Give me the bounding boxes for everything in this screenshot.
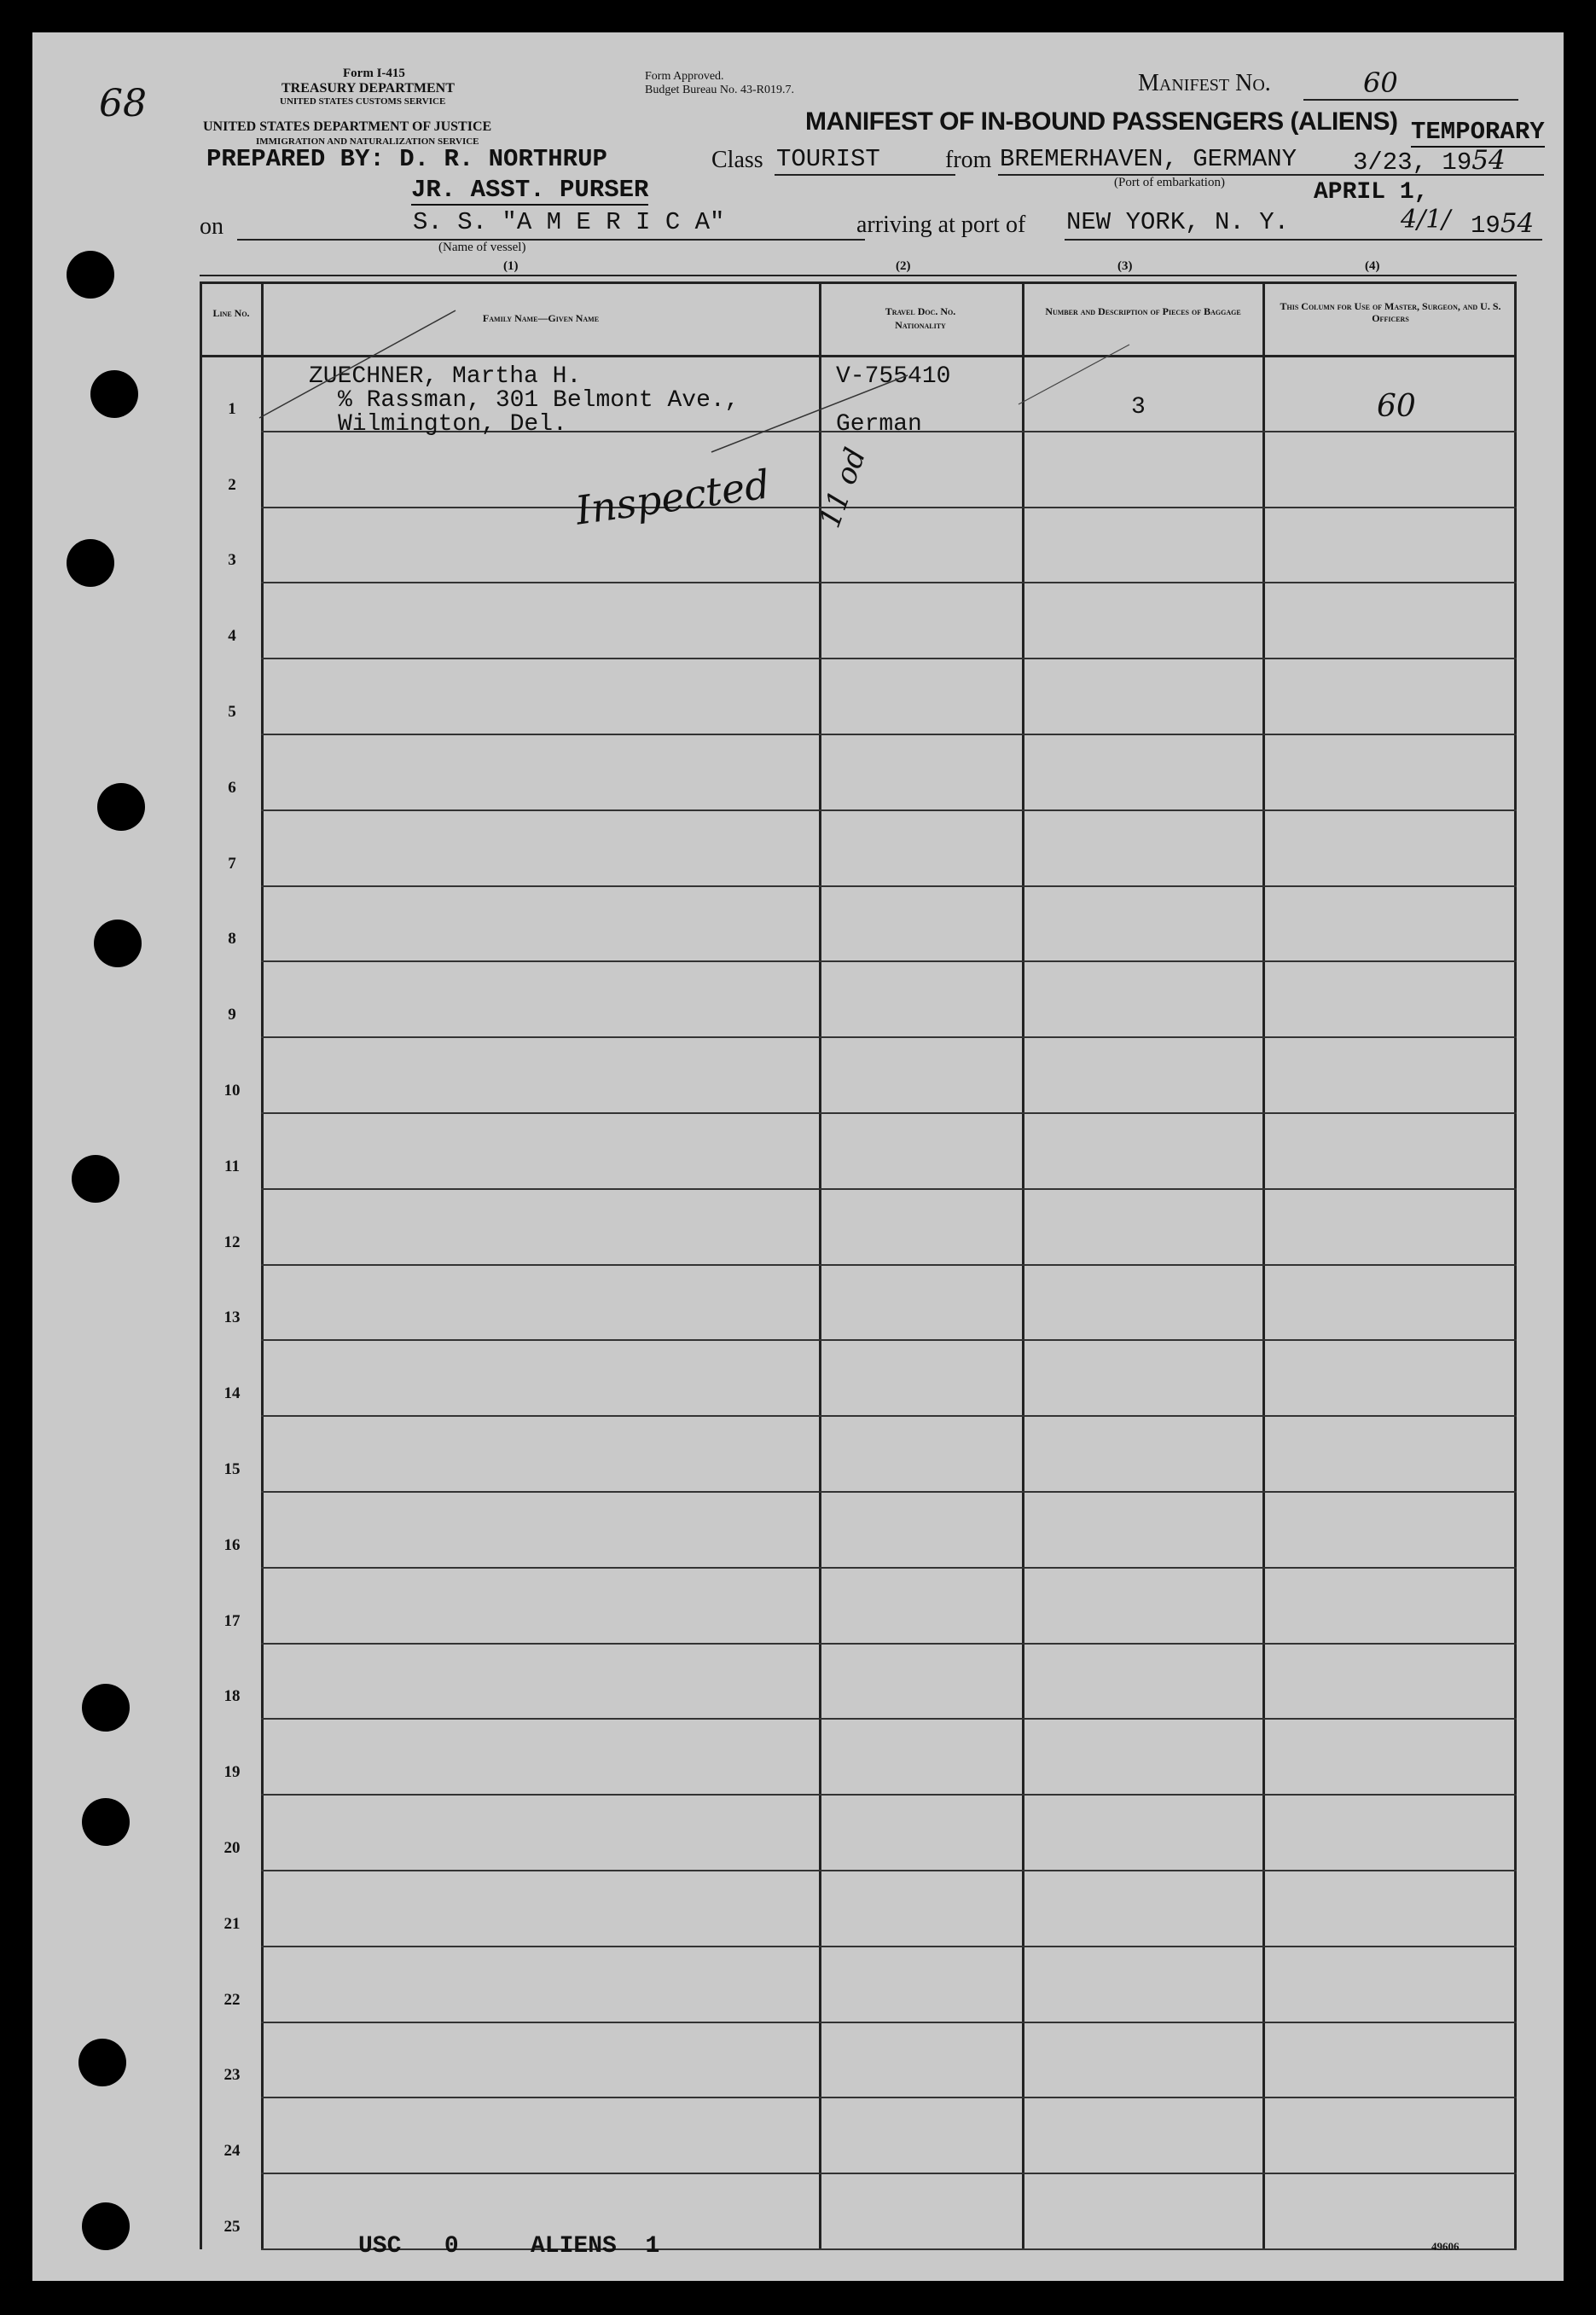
row-line bbox=[261, 1794, 1517, 1796]
manifest-status: TEMPORARY bbox=[1411, 118, 1545, 146]
punch-hole bbox=[67, 539, 114, 587]
prepared-by: PREPARED BY: D. R. NORTHRUP bbox=[206, 145, 607, 173]
arriving-port: NEW YORK, N. Y. bbox=[1066, 208, 1290, 236]
baggage-count: 3 bbox=[1131, 394, 1146, 421]
class-value: TOURIST bbox=[776, 145, 880, 173]
row-line bbox=[261, 1491, 1517, 1493]
line-number: 23 bbox=[223, 2066, 241, 2084]
arriving-line bbox=[1065, 239, 1542, 241]
row-line bbox=[261, 734, 1517, 735]
arrival-year-value: 54 bbox=[1500, 208, 1535, 239]
justice-dept: UNITED STATES DEPARTMENT OF JUSTICE bbox=[203, 119, 492, 134]
row-line bbox=[261, 2173, 1517, 2174]
row-line bbox=[261, 1718, 1517, 1720]
row-line bbox=[261, 1946, 1517, 1947]
pen-strokes bbox=[200, 281, 1517, 537]
line-number: 21 bbox=[223, 1915, 241, 1933]
form-number: Form I-415 bbox=[343, 67, 405, 80]
vessel-caption: (Name of vessel) bbox=[438, 241, 526, 254]
line-number: 10 bbox=[223, 1082, 241, 1099]
from-line bbox=[998, 174, 1544, 176]
usc-value: 0 bbox=[444, 2233, 459, 2260]
officer-mark: 60 bbox=[1377, 389, 1416, 424]
punch-hole bbox=[82, 1798, 130, 1846]
budget-bureau: Budget Bureau No. 43-R019.7. bbox=[645, 84, 794, 96]
arrival-date-typed: APRIL 1, bbox=[1314, 179, 1429, 206]
row-line bbox=[261, 1112, 1517, 1114]
header-officers: This Column for Use of Master, Surgeon, and U. S. Officers bbox=[1280, 300, 1501, 324]
header-nationality: Nationality bbox=[895, 319, 946, 331]
inspection-signature: Inspected bbox=[572, 461, 773, 534]
arriving-label: arriving at port of bbox=[856, 212, 1026, 238]
class-label: Class bbox=[711, 147, 763, 173]
row-line bbox=[261, 1870, 1517, 1871]
arrival-year bbox=[1471, 208, 1534, 240]
line-number: 1 bbox=[228, 400, 236, 418]
line-number: 2 bbox=[228, 476, 236, 494]
from-year: 54 bbox=[1471, 145, 1506, 176]
header-line-no: Line No. bbox=[212, 307, 250, 319]
line-number: 4 bbox=[228, 627, 236, 645]
row-line bbox=[261, 658, 1517, 659]
row-line bbox=[261, 809, 1517, 811]
line-number: 13 bbox=[223, 1308, 241, 1326]
from-port: BREMERHAVEN, GERMANY bbox=[1000, 145, 1297, 173]
line-number: 5 bbox=[228, 703, 236, 721]
line-number: 19 bbox=[223, 1763, 241, 1781]
from-label: from bbox=[945, 147, 992, 173]
from-date bbox=[1353, 145, 1506, 177]
table-border-left bbox=[200, 281, 202, 2249]
usc-label: USC bbox=[358, 2233, 402, 2260]
vessel-name: S. S. "A M E R I C A" bbox=[413, 208, 725, 236]
row-line bbox=[261, 1188, 1517, 1190]
row-line bbox=[261, 2097, 1517, 2098]
line-number: 25 bbox=[223, 2218, 241, 2236]
line-number: 9 bbox=[228, 1006, 236, 1024]
row-line bbox=[261, 1036, 1517, 1038]
header-baggage: Number and Description of Pieces of Baggage bbox=[1045, 305, 1241, 317]
aliens-value: 1 bbox=[645, 2233, 660, 2260]
customs-service: UNITED STATES CUSTOMS SERVICE bbox=[280, 96, 446, 107]
row-line bbox=[261, 1415, 1517, 1417]
line-number: 11 bbox=[224, 1158, 240, 1175]
punch-hole bbox=[97, 783, 145, 831]
vessel-line bbox=[237, 239, 865, 241]
on-label: on bbox=[200, 213, 223, 240]
line-number: 17 bbox=[223, 1612, 241, 1630]
immigration-service: IMMIGRATION AND NATURALIZATION SERVICE bbox=[256, 136, 479, 147]
footer-aliens bbox=[531, 2233, 659, 2260]
row-line bbox=[261, 885, 1517, 887]
manifest-number-value: 60 bbox=[1363, 67, 1398, 99]
manifest-number-label: Manifest No. bbox=[1138, 70, 1271, 96]
edition-code: 49606 bbox=[1431, 2240, 1460, 2253]
row-line bbox=[261, 1339, 1517, 1341]
form-approved: Form Approved. bbox=[645, 70, 724, 83]
line-number: 22 bbox=[223, 1991, 241, 2009]
line-number: 7 bbox=[228, 855, 236, 873]
row-line bbox=[261, 2022, 1517, 2023]
manifest-number-line bbox=[1303, 99, 1518, 101]
from-date-text: 3/23, 19 bbox=[1353, 148, 1472, 177]
arrival-date-handwritten: 4/1/ bbox=[1401, 205, 1451, 235]
punch-hole bbox=[78, 2039, 126, 2086]
treasury-dept: TREASURY DEPARTMENT bbox=[281, 81, 455, 96]
punch-hole bbox=[67, 251, 114, 299]
line-number: 3 bbox=[228, 551, 236, 569]
line-number: 6 bbox=[228, 779, 236, 797]
punch-hole bbox=[94, 920, 142, 967]
punch-hole bbox=[72, 1155, 119, 1203]
footer-usc bbox=[358, 2233, 459, 2260]
line-number: 14 bbox=[223, 1384, 241, 1402]
passenger-address-1: % Rassman, 301 Belmont Ave., bbox=[338, 387, 740, 414]
col-num-1: (1) bbox=[503, 259, 519, 273]
inspection-code: 11 od bbox=[812, 443, 873, 533]
col-num-2: (2) bbox=[896, 259, 911, 273]
header-travel-doc: Travel Doc. No. bbox=[885, 305, 956, 317]
manifest-sheet bbox=[32, 32, 1564, 2281]
travel-doc-number: V-755410 bbox=[836, 363, 951, 390]
row-line bbox=[261, 1264, 1517, 1266]
nationality: German bbox=[836, 411, 922, 438]
punch-hole bbox=[82, 1684, 130, 1732]
prepared-role: JR. ASST. PURSER bbox=[411, 176, 649, 204]
col-num-3: (3) bbox=[1117, 259, 1133, 273]
arrival-year-prefix: 19 bbox=[1471, 212, 1500, 240]
row-line bbox=[261, 960, 1517, 962]
punch-hole bbox=[82, 2202, 130, 2250]
line-number: 20 bbox=[223, 1839, 241, 1857]
col-num-4: (4) bbox=[1365, 259, 1380, 273]
punch-hole bbox=[90, 370, 138, 418]
row-line bbox=[261, 1567, 1517, 1569]
passenger-address-2: Wilmington, Del. bbox=[338, 411, 567, 438]
passenger-name: ZUECHNER, Martha H. bbox=[309, 363, 582, 390]
port-caption: (Port of embarkation) bbox=[1114, 176, 1225, 189]
header-name: Family Name—Given Name bbox=[482, 312, 600, 324]
row-line bbox=[261, 582, 1517, 583]
class-line bbox=[775, 174, 955, 176]
line-number: 12 bbox=[223, 1233, 241, 1251]
line-number: 18 bbox=[223, 1687, 241, 1705]
line-number: 24 bbox=[223, 2142, 241, 2160]
manifest-title: MANIFEST OF IN-BOUND PASSENGERS (ALIENS) bbox=[805, 107, 1398, 136]
line-number: 15 bbox=[223, 1460, 241, 1478]
line-number: 16 bbox=[223, 1536, 241, 1554]
top-rule bbox=[200, 275, 1517, 276]
row-line bbox=[261, 1643, 1517, 1645]
margin-note: 68 bbox=[99, 82, 147, 125]
aliens-label: ALIENS bbox=[531, 2233, 617, 2260]
passenger-table bbox=[200, 281, 1517, 2249]
line-number: 8 bbox=[228, 930, 236, 948]
